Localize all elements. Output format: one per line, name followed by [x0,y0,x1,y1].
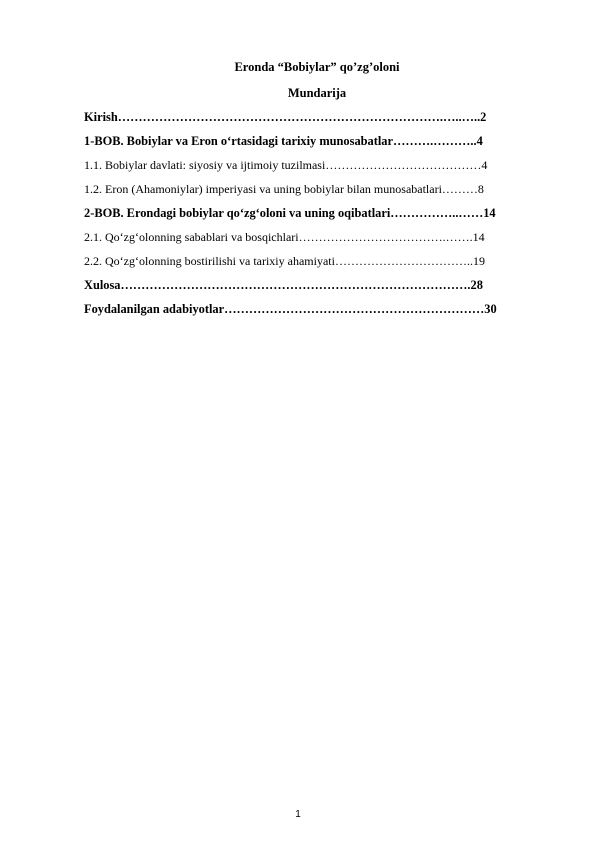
toc-entry-section-2-1: 2.1. Qo‘zg‘olonning sabablari va bosqichlari……………………………….…….14 [84,230,485,244]
toc-entry-section-1-2: 1.2. Eron (Ahamoniylar) imperiyasi va uning bobiylar bilan munosabatlari………8 [84,182,484,196]
table-of-contents [84,110,556,326]
document-title: Eronda “Bobiylar” qo’zg’oloni [234,60,400,74]
toc-entry-section-2-2: 2.2. Qo‘zg‘olonning bostirilishi va tarixiy ahamiyati……………………………..19 [84,254,485,268]
toc-entry-introduction: Kirish…………………………………………………………………….…..…..2 [84,110,487,124]
toc-entry-references: Foydalanilgan adabiyotlar………………………………………………………30 [84,302,497,316]
toc-entry-section-1-1: 1.1. Bobiylar davlati: siyosiy va ijtimoiy tuzilmasi…………………………………4 [84,158,488,172]
toc-entry-chapter-1: 1-BOB. Bobiylar va Eron o‘rtasidagi tarixiy munosabatlar……….………..4 [84,134,483,148]
toc-entry-chapter-2: 2-BOB. Erondagi bobiylar qo‘zg‘oloni va uning oqibatlari……………..……14 [84,206,496,220]
toc-entry-conclusion: Xulosa………………………………………………………………………….28 [84,278,483,292]
toc-heading: Mundarija [287,86,347,100]
page-number: 1 [295,809,301,820]
